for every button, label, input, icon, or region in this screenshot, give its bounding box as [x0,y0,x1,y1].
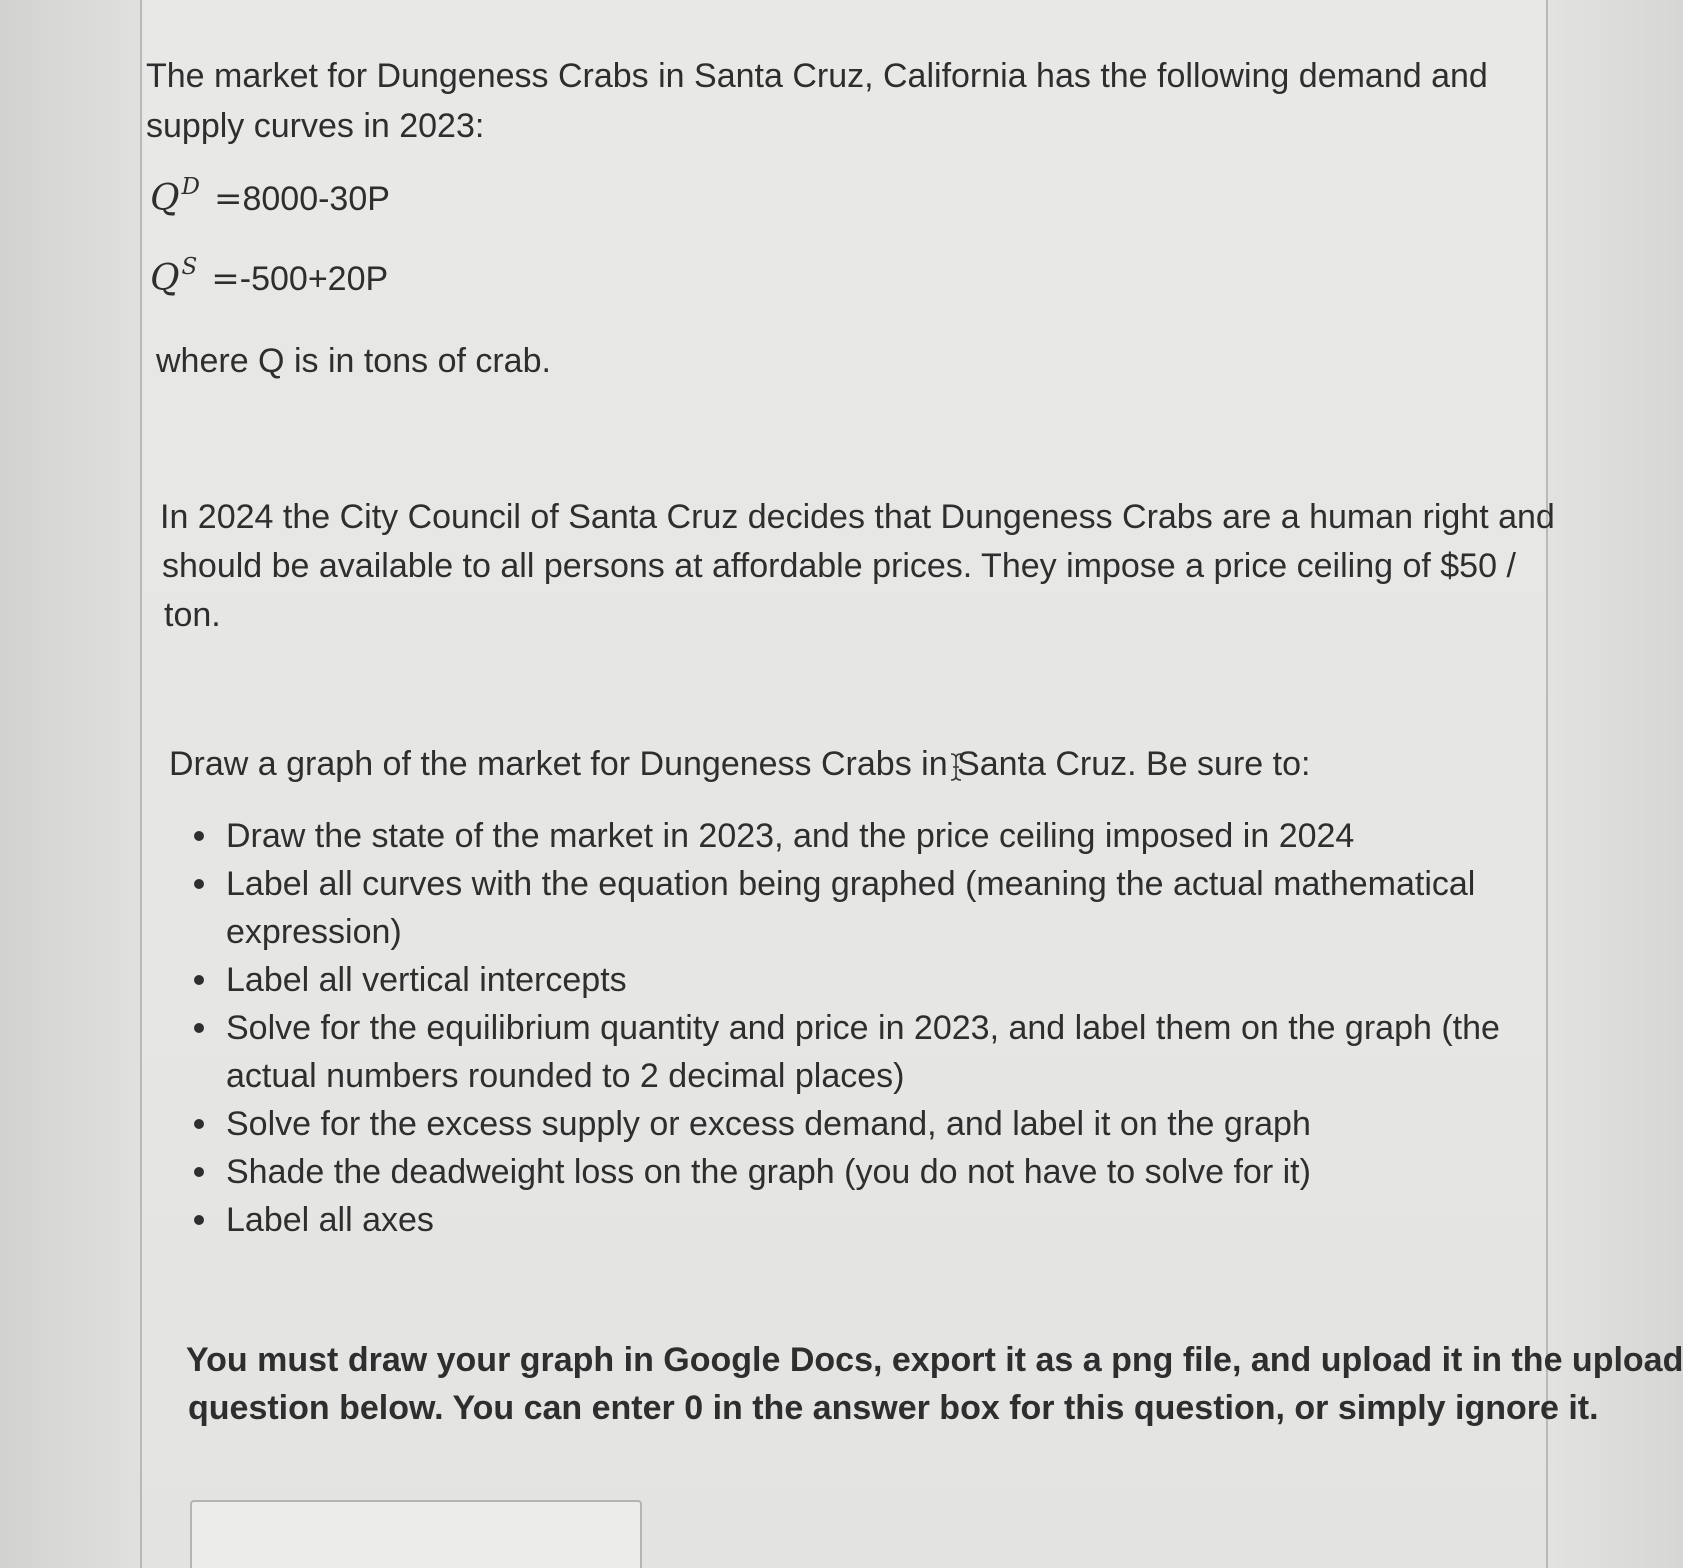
supply-superscript: S [181,254,198,280]
bullet-item: Solve for the equilibrium quantity and price in 2023, and label them on the graph (the [190,1004,1500,1052]
bullet-item: Draw the state of the market in 2023, and the price ceiling imposed in 2024 [190,812,1500,860]
intro-line-2: supply curves in 2023: [146,107,485,145]
bullet-dot-icon [194,1215,204,1225]
supply-symbol: Q [150,258,180,299]
bullet-item: Label all axes [190,1196,1500,1244]
supply-equation [150,254,389,299]
screen-bezel-right [1548,0,1683,1568]
text-cursor-icon [948,752,964,782]
intro-line-1: The market for Dungeness Crabs in Santa Cruz, California has the following demand and [146,57,1488,95]
demand-superscript: D [181,174,200,200]
screen-bezel-left [0,0,140,1568]
submission-line-2: question below. You can enter 0 in the answer box for this question, or simply ignore it. [188,1389,1599,1427]
bullet-dot-icon [194,1023,204,1033]
units-note: where Q is in tons of crab. [156,342,551,380]
bullet-item: Label all vertical intercepts [190,956,1500,1004]
requirements-list [190,812,1500,1244]
bullet-item: Shade the deadweight loss on the graph (you do not have to solve for it) [190,1148,1500,1196]
bullet-item: Label all curves with the equation being graphed (meaning the actual mathematical [190,860,1500,908]
supply-equals: = [211,259,240,299]
supply-expression: -500+20P [239,260,389,298]
demand-symbol: Q [150,178,180,219]
policy-line-1: In 2024 the City Council of Santa Cruz decides that Dungeness Crabs are a human right and [160,498,1555,536]
bullet-item: Solve for the excess supply or excess demand, and label it on the graph [190,1100,1500,1148]
instruction-text: Draw a graph of the market for Dungeness Crabs in Santa Cruz. Be sure to: [169,745,1311,783]
demand-equation [150,174,390,219]
bullet-dot-icon [194,879,204,889]
demand-equals: = [213,179,243,219]
bullet-dot-icon [194,1167,204,1177]
bullet-dot-icon [194,831,204,841]
bullet-continuation: expression) [226,913,402,951]
bullet-continuation: actual numbers rounded to 2 decimal places) [226,1057,905,1095]
policy-line-2: should be available to all persons at affordable prices. They impose a price ceiling of $50 / [162,547,1516,585]
demand-expression: 8000-30P [242,180,390,218]
submission-line-1: You must draw your graph in Google Docs, export it as a png file, and upload it in the upload [186,1341,1683,1379]
bullet-dot-icon [194,975,204,985]
answer-input[interactable] [190,1500,642,1568]
bullet-dot-icon [194,1119,204,1129]
policy-line-3: ton. [164,596,221,634]
